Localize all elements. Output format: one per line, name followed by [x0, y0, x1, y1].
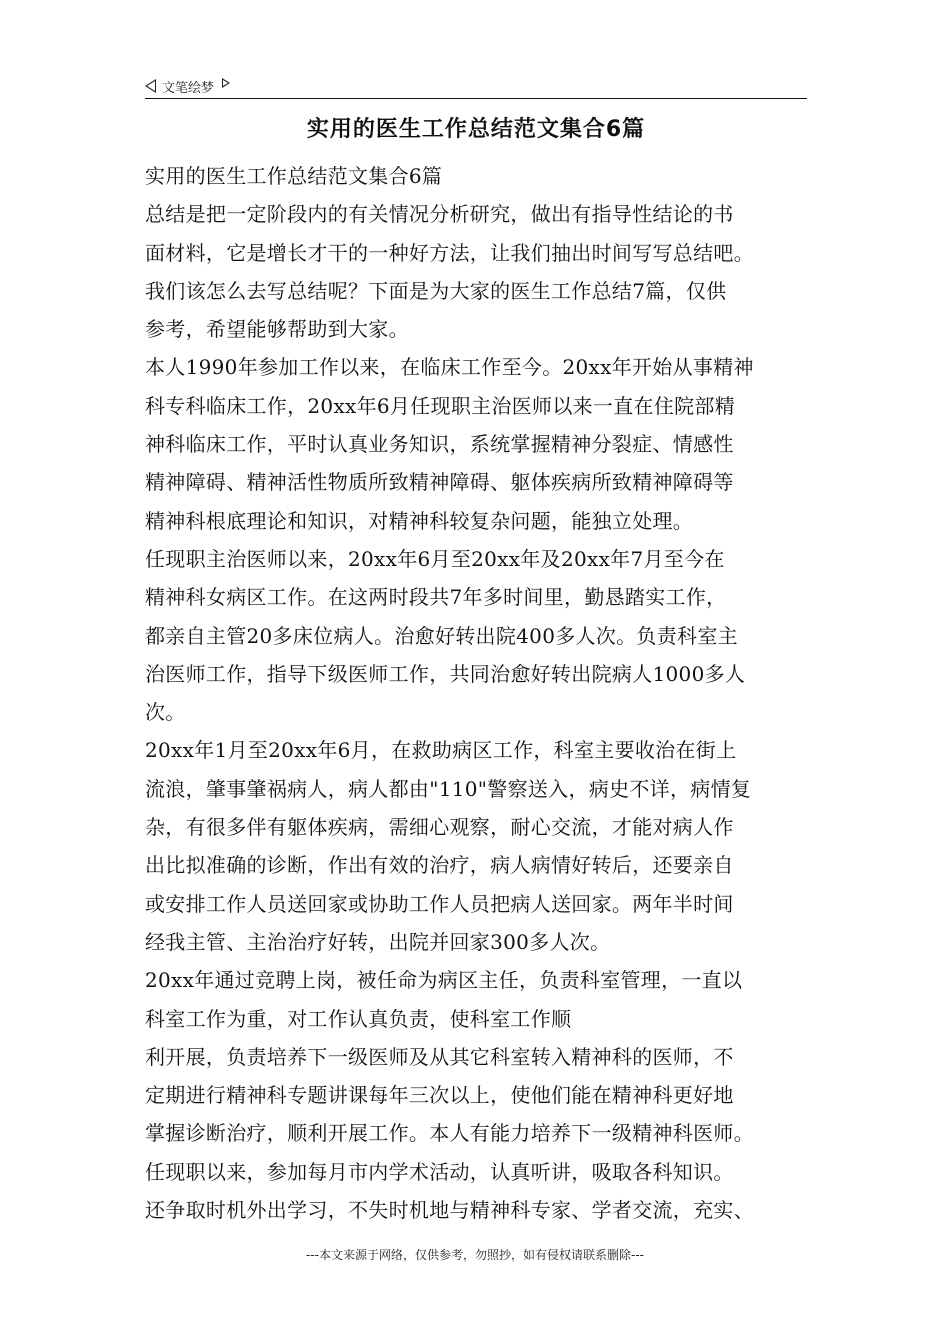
text-line: 精神科根底理论和知识，对精神科较复杂问题，能独立处理。: [145, 508, 694, 533]
text-line: 20xx年通过竞聘上岗，被任命为病区主任，负责科室管理，一直以: [145, 968, 743, 993]
text-line: 精神科女病区工作。在这两时段共7年多时间里，勤恳踏实工作，: [145, 585, 727, 610]
triangle-left-icon: [145, 79, 156, 93]
text-line: 杂，有很多伴有躯体疾病，需细心观察，耐心交流，才能对病人作: [145, 815, 734, 840]
text-line: 任现职主治医师以来，20xx年6月至20xx年及20xx年7月至今在: [145, 546, 725, 571]
footer-notice: ---本文来源于网络，仅供参考，勿照抄，如有侵权请联系删除---: [306, 1248, 644, 1262]
header: [145, 74, 805, 98]
text-line: 我们该怎么去写总结呢？下面是为大家的医生工作总结7篇，仅供: [145, 278, 727, 303]
triangle-right-icon: [222, 78, 230, 88]
text-line: 都亲自主管20多床位病人。治愈好转出院400多人次。负责科室主: [145, 623, 738, 648]
text-line: 科室工作为重，对工作认真负责，使科室工作顺: [145, 1006, 572, 1031]
text-line: 神科临床工作，平时认真业务知识，系统掌握精神分裂症、情感性: [145, 432, 734, 457]
header-brand: 文笔绘梦: [162, 80, 215, 96]
text-line: 利开展，负责培养下一级医师及从其它科室转入精神科的医师，不: [145, 1044, 734, 1069]
text-line: 实用的医生工作总结范文集合6篇: [145, 164, 443, 188]
header-divider: [145, 98, 807, 99]
text-line: 精神障碍、精神活性物质所致精神障碍、躯体疾病所致精神障碍等: [145, 470, 734, 495]
text-line: 掌握诊断治疗，顺利开展工作。本人有能力培养下一级精神科医师。: [145, 1121, 754, 1146]
text-line: 参考，希望能够帮助到大家。: [145, 317, 409, 342]
text-line: 流浪，肇事肇祸病人，病人都由"110"警察送入，病史不详，病情复: [145, 776, 752, 801]
text-line: 经我主管、主治治疗好转，出院并回家300多人次。: [145, 929, 611, 954]
text-line: 或安排工作人员送回家或协助工作人员把病人送回家。两年半时间: [145, 891, 734, 916]
text-line: 本人1990年参加工作以来，在临床工作至今。20xx年开始从事精神: [145, 355, 754, 380]
document-body: [145, 157, 807, 1229]
text-line: 总结是把一定阶段内的有关情况分析研究，做出有指导性结论的书: [145, 202, 734, 227]
text-line: 次。: [145, 700, 186, 725]
text-line: 定期进行精神科专题讲课每年三次以上，使他们能在精神科更好地: [145, 1083, 734, 1108]
document-title: 实用的医生工作总结范文集合6篇: [306, 117, 646, 142]
text-line: 科专科临床工作，20xx年6月任现职主治医师以来一直在住院部精: [145, 393, 736, 418]
text-line: 治医师工作，指导下级医师工作，共同治愈好转出院病人1000多人: [145, 661, 746, 686]
text-line: 还争取时机外出学习，不失时机地与精神科专家、学者交流，充实、: [145, 1198, 754, 1223]
text-line: 任现职以来，参加每月市内学术活动，认真听讲，吸取各科知识。: [145, 1159, 734, 1184]
text-line: 20xx年1月至20xx年6月，在救助病区工作，科室主要收治在街上: [145, 738, 737, 763]
text-line: 出比拟准确的诊断，作出有效的治疗，病人病情好转后，还要亲自: [145, 853, 734, 878]
text-line: 面材料，它是增长才干的一种好方法，让我们抽出时间写写总结吧。: [145, 240, 754, 265]
